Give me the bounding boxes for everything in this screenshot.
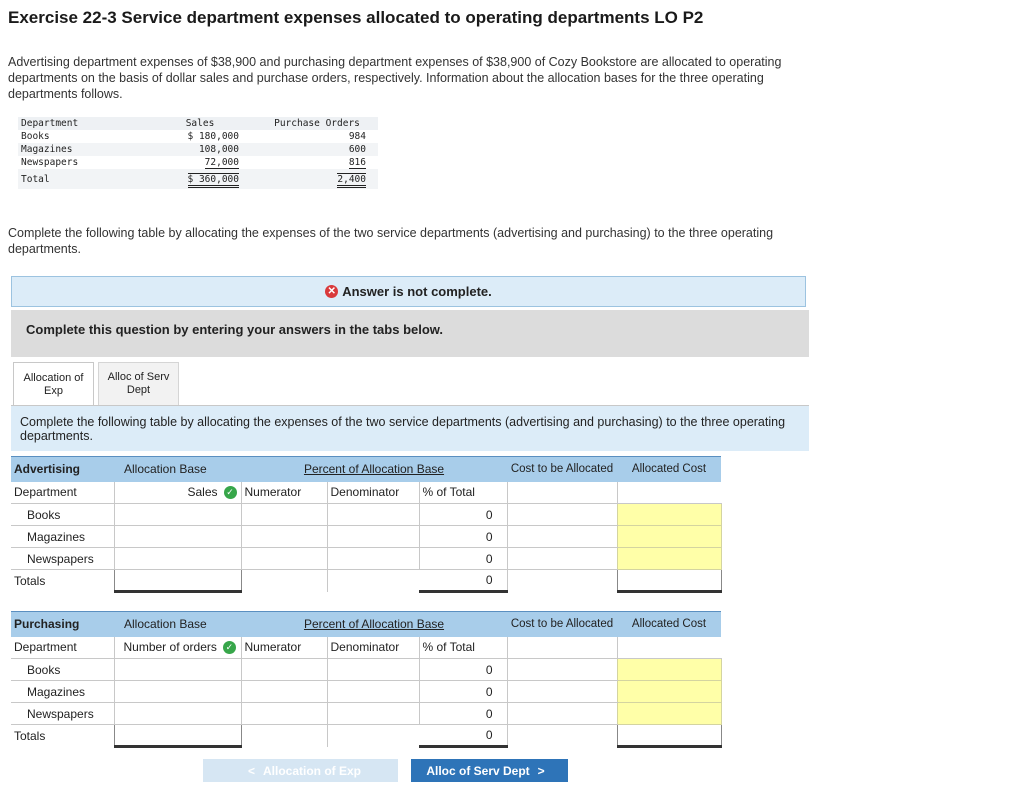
denominator-input[interactable] bbox=[327, 548, 419, 570]
basis-row-department: Magazines bbox=[18, 143, 158, 156]
numerator-input[interactable] bbox=[241, 659, 327, 681]
denominator-input[interactable] bbox=[327, 504, 419, 526]
basis-total-sales: $ 360,000 bbox=[188, 173, 239, 188]
allocation-base-input[interactable] bbox=[114, 703, 241, 725]
denominator-header: Denominator bbox=[327, 637, 419, 659]
allocated-cost-header: Allocated Cost bbox=[617, 457, 721, 482]
allocated-cost-input[interactable] bbox=[617, 703, 721, 725]
next-tab-button[interactable] bbox=[411, 759, 568, 782]
row-label: Books bbox=[11, 504, 114, 526]
allocation-base-input[interactable] bbox=[114, 659, 241, 681]
allocated-cost-total-input[interactable] bbox=[617, 725, 721, 747]
basis-total-purchase-orders: 2,400 bbox=[337, 173, 366, 188]
allocation-base-select[interactable]: Sales ✓ bbox=[114, 482, 241, 504]
error-x-icon: ✕ bbox=[325, 285, 338, 298]
allocated-cost-input[interactable] bbox=[617, 526, 721, 548]
denominator-input[interactable] bbox=[327, 703, 419, 725]
numerator-header: Numerator bbox=[241, 482, 327, 504]
cost-to-be-allocated-input[interactable] bbox=[507, 681, 617, 703]
numerator-header: Numerator bbox=[241, 637, 327, 659]
allocation-base-total-input[interactable] bbox=[114, 725, 241, 747]
check-icon: ✓ bbox=[224, 486, 237, 499]
denominator-header: Denominator bbox=[327, 482, 419, 504]
pct-total-header: % of Total bbox=[419, 482, 507, 504]
purchasing-title: Purchasing bbox=[11, 612, 114, 637]
numerator-input[interactable] bbox=[241, 681, 327, 703]
cost-to-be-allocated-input[interactable] bbox=[507, 659, 617, 681]
purchasing-allocation-table bbox=[11, 611, 722, 748]
page-title: Exercise 22-3 Service department expenses allocated to operating departments LO P2 bbox=[8, 8, 704, 27]
cost-to-be-allocated-header: Cost to be Allocated bbox=[507, 612, 617, 637]
row-label: Books bbox=[11, 659, 114, 681]
allocated-cost-input[interactable] bbox=[617, 548, 721, 570]
chevron-left-icon: < bbox=[247, 763, 255, 778]
allocation-base-input[interactable] bbox=[114, 526, 241, 548]
allocation-base-input[interactable] bbox=[114, 548, 241, 570]
prompt-box bbox=[11, 310, 809, 357]
cost-to-be-allocated-input[interactable] bbox=[507, 548, 617, 570]
pct-total-value: 0 bbox=[419, 548, 507, 570]
pct-total-sum: 0 bbox=[419, 570, 507, 592]
allocation-base-input[interactable] bbox=[114, 681, 241, 703]
numerator-input[interactable] bbox=[241, 548, 327, 570]
tab-allocation-of-exp[interactable]: Allocation of Exp bbox=[13, 362, 94, 406]
advertising-title: Advertising bbox=[11, 457, 114, 482]
allocated-cost-total-input[interactable] bbox=[617, 570, 721, 592]
cost-to-be-allocated-input[interactable] bbox=[507, 703, 617, 725]
answer-status-banner bbox=[11, 276, 806, 307]
tab-instruction: Complete the following table by allocating the expenses of the two service departments (advertising and purchasing) to the three operating departments. bbox=[11, 406, 809, 451]
allocation-base-input[interactable] bbox=[114, 504, 241, 526]
allocated-cost-input[interactable] bbox=[617, 504, 721, 526]
allocation-base-header: Allocation Base bbox=[114, 457, 241, 482]
allocation-base-header: Allocation Base bbox=[114, 612, 241, 637]
allocation-basis-table bbox=[18, 117, 378, 189]
allocation-base-select[interactable]: Number of orders ✓ bbox=[114, 637, 241, 659]
next-tab-label: Alloc of Serv Dept bbox=[426, 763, 530, 778]
basis-header-department: Department bbox=[18, 117, 158, 130]
tab-alloc-of-serv-dept[interactable]: Alloc of Serv Dept bbox=[98, 362, 179, 405]
row-label: Newspapers bbox=[11, 703, 114, 725]
numerator-input[interactable] bbox=[241, 504, 327, 526]
row-label: Magazines bbox=[11, 681, 114, 703]
check-icon: ✓ bbox=[223, 641, 236, 654]
basis-row-department: Books bbox=[21, 131, 50, 142]
basis-header-sales: Sales bbox=[158, 117, 242, 130]
intro-text: Advertising department expenses of $38,900 and purchasing department expenses of $38,900 of Cozy Bookstore are allocated to operating departments on the basis of dollar sales and purchase orders, respectively. Information about the allocation bases for the three operating departments follows. bbox=[8, 55, 782, 101]
basis-row-department: Newspapers bbox=[21, 157, 79, 168]
cost-to-be-allocated-input[interactable] bbox=[507, 526, 617, 548]
basis-row-sales: $ 180,000 bbox=[187, 131, 239, 142]
denominator-input[interactable] bbox=[327, 526, 419, 548]
basis-row-sales: 72,000 bbox=[204, 157, 239, 168]
answer-status-text: Answer is not complete. bbox=[342, 284, 492, 299]
basis-row-purchase-orders: 984 bbox=[348, 131, 366, 142]
prompt-text: Complete this question by entering your answers in the tabs below. bbox=[26, 322, 444, 337]
pct-total-header: % of Total bbox=[419, 637, 507, 659]
basis-total-label: Total bbox=[18, 169, 158, 189]
chevron-right-icon: > bbox=[537, 763, 545, 778]
row-label: Newspapers bbox=[11, 548, 114, 570]
pct-total-value: 0 bbox=[419, 526, 507, 548]
percent-of-base-header: Percent of Allocation Base bbox=[241, 457, 507, 482]
percent-of-base-header: Percent of Allocation Base bbox=[241, 612, 507, 637]
totals-label: Totals bbox=[14, 573, 46, 588]
allocated-cost-input[interactable] bbox=[617, 681, 721, 703]
allocation-base-total-input[interactable] bbox=[114, 570, 241, 592]
advertising-allocation-table bbox=[11, 456, 722, 593]
basis-header-purchase-orders: Purchase Orders bbox=[256, 117, 378, 130]
allocated-cost-header: Allocated Cost bbox=[617, 612, 721, 637]
denominator-input[interactable] bbox=[327, 659, 419, 681]
numerator-input[interactable] bbox=[241, 703, 327, 725]
prev-tab-label: Allocation of Exp bbox=[263, 763, 362, 778]
pct-total-sum: 0 bbox=[419, 725, 507, 747]
department-header: Department bbox=[11, 482, 114, 504]
department-header: Department bbox=[11, 637, 114, 659]
question-instruction: Complete the following table by allocating the expenses of the two service departments (advertising and purchasing) to the three operating departments. bbox=[8, 226, 774, 256]
pct-total-value: 0 bbox=[419, 659, 507, 681]
prev-tab-button[interactable] bbox=[203, 759, 398, 782]
basis-row-sales: 108,000 bbox=[158, 143, 242, 156]
denominator-input[interactable] bbox=[327, 681, 419, 703]
cost-to-be-allocated-header: Cost to be Allocated bbox=[507, 457, 617, 482]
basis-row-purchase-orders: 600 bbox=[256, 143, 378, 156]
row-label: Magazines bbox=[11, 526, 114, 548]
cost-to-be-allocated-input[interactable] bbox=[507, 504, 617, 526]
pct-total-value: 0 bbox=[419, 681, 507, 703]
basis-row-purchase-orders: 816 bbox=[348, 157, 366, 168]
pct-total-value: 0 bbox=[419, 504, 507, 526]
totals-label: Totals bbox=[14, 728, 46, 743]
numerator-input[interactable] bbox=[241, 526, 327, 548]
pct-total-value: 0 bbox=[419, 703, 507, 725]
allocated-cost-input[interactable] bbox=[617, 659, 721, 681]
